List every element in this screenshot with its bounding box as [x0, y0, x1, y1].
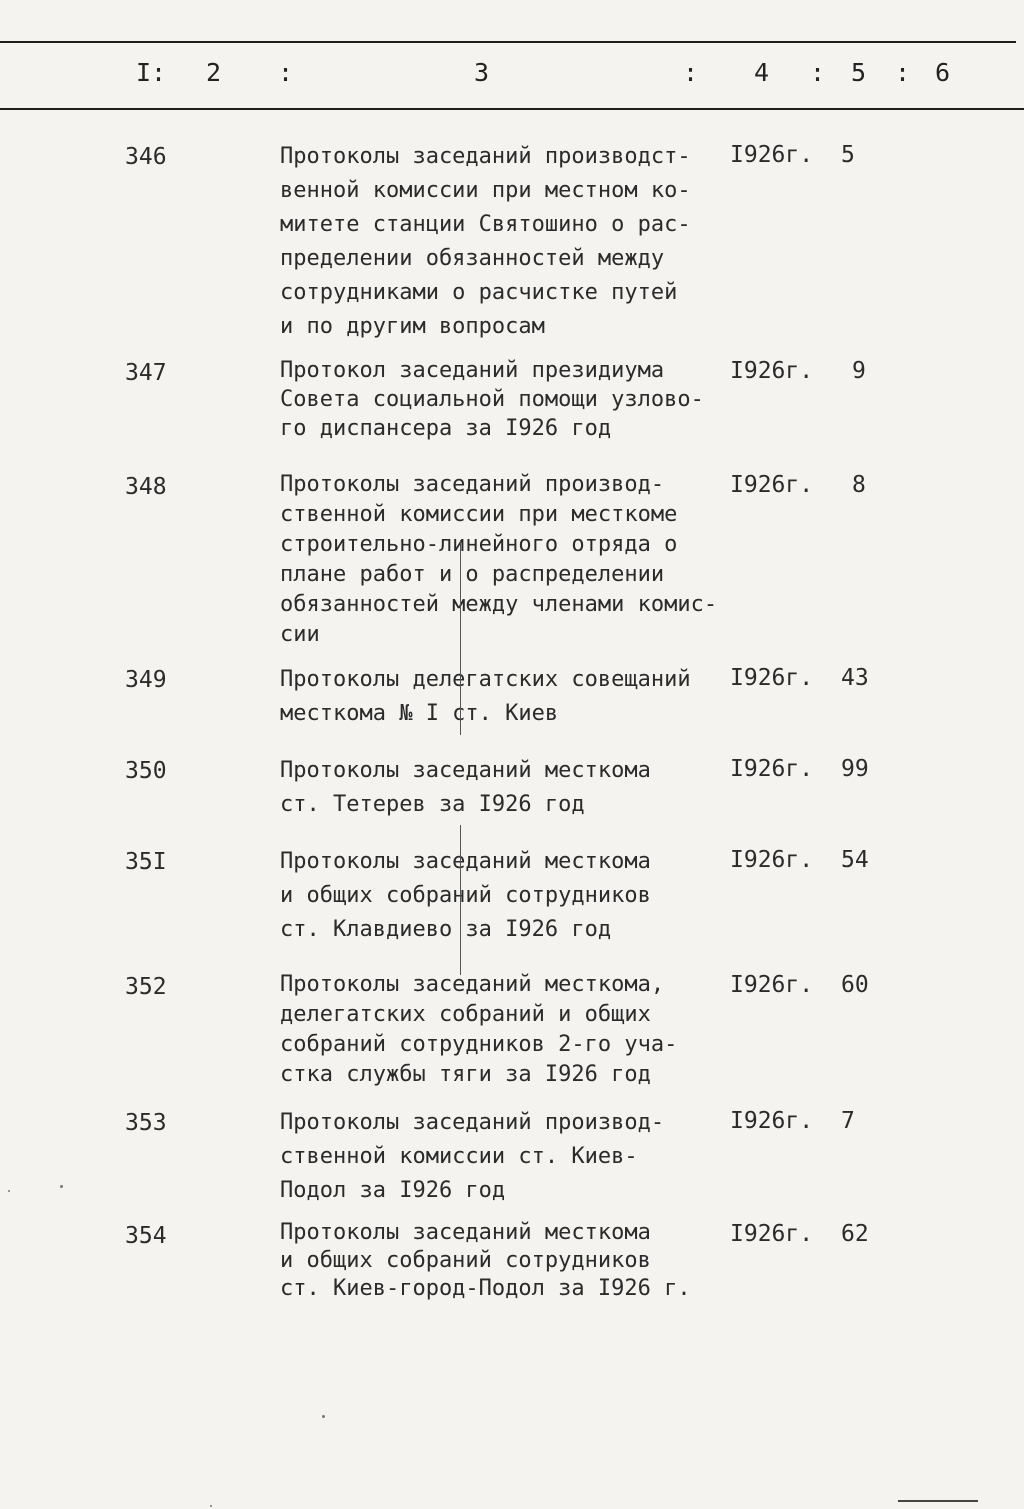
record-number: 348: [125, 474, 167, 500]
record-description: Протокол заседаний президиума Совета социальной помощи узлово- го диспансера за I926 год: [280, 358, 704, 441]
record-description: Протоколы заседаний месткома и общих собраний сотрудников ст. Клавдиево за I926 год: [280, 849, 651, 942]
record-description: Протоколы заседаний производст- венной комиссии при местном ко- митете станции Святошино о рас- пределении обязанностей между сотрудниками о расчистке путей и по другим вопросам: [280, 144, 691, 339]
record-number: 353: [125, 1110, 167, 1136]
header-col-4: 4: [754, 58, 770, 87]
header-separator: :: [810, 58, 826, 87]
dust-speck: [60, 1185, 63, 1188]
record-sheet-count: 99: [841, 756, 869, 782]
copy-scratch-line: [460, 825, 461, 975]
record-sheet-count: 43: [841, 665, 869, 691]
top-rule: [0, 41, 1016, 43]
record-year: I926г.: [730, 756, 814, 782]
record-description: Протоколы заседаний производ- ственной комиссии ст. Киев- Подол за I926 год: [280, 1110, 665, 1203]
record-year: I926г.: [730, 358, 814, 384]
dust-speck: [210, 1505, 212, 1507]
record-sheet-count: 62: [841, 1221, 869, 1247]
record-sheet-count: 60: [841, 972, 869, 998]
record-sheet-count: 54: [841, 847, 869, 873]
header-separator: :: [278, 58, 294, 87]
dust-speck: [322, 1415, 325, 1418]
header-col-6: 6: [935, 58, 951, 87]
header-separator: :: [895, 58, 911, 87]
record-description: Протоколы заседаний месткома, делегатских собраний и общих собраний сотрудников 2-го уча- стка службы тяги за I926 год: [280, 972, 678, 1087]
header-col-1: I:: [136, 58, 167, 87]
record-description: Протоколы заседаний производ- ственной комиссии при месткоме строительно-линейного отряда о плане работ и о распределении обязанностей между членами комис- сии: [280, 472, 718, 647]
record-year: I926г.: [730, 1221, 814, 1247]
bottom-edge-mark: [898, 1500, 978, 1502]
record-year: I926г.: [730, 665, 814, 691]
dust-speck: [8, 1190, 10, 1192]
record-sheet-count: 8: [852, 472, 866, 498]
record-number: 35I: [125, 849, 167, 875]
record-sheet-count: 7: [841, 1108, 855, 1134]
record-year: I926г.: [730, 1108, 814, 1134]
record-number: 350: [125, 758, 167, 784]
header-rule: [0, 108, 1024, 110]
record-description: Протоколы делегатских совещаний месткома № I ст. Киев: [280, 667, 691, 726]
record-description: Протоколы заседаний месткома ст. Тетерев за I926 год: [280, 758, 651, 817]
record-number: 354: [125, 1223, 167, 1249]
record-year: I926г.: [730, 472, 814, 498]
record-number: 346: [125, 144, 167, 170]
header-col-2: 2: [206, 58, 222, 87]
header-separator: :: [683, 58, 699, 87]
header-col-5: 5: [851, 58, 867, 87]
copy-scratch-line: [460, 540, 461, 735]
record-year: I926г.: [730, 847, 814, 873]
record-number: 347: [125, 360, 167, 386]
record-number: 349: [125, 667, 167, 693]
record-year: I926г.: [730, 972, 814, 998]
record-year: I926г.: [730, 142, 814, 168]
record-sheet-count: 5: [841, 142, 855, 168]
record-description: Протоколы заседаний месткома и общих собраний сотрудников ст. Киев-город-Подол за I926 г.: [280, 1220, 691, 1301]
record-sheet-count: 9: [852, 358, 866, 384]
record-number: 352: [125, 974, 167, 1000]
header-col-3: 3: [474, 58, 490, 87]
